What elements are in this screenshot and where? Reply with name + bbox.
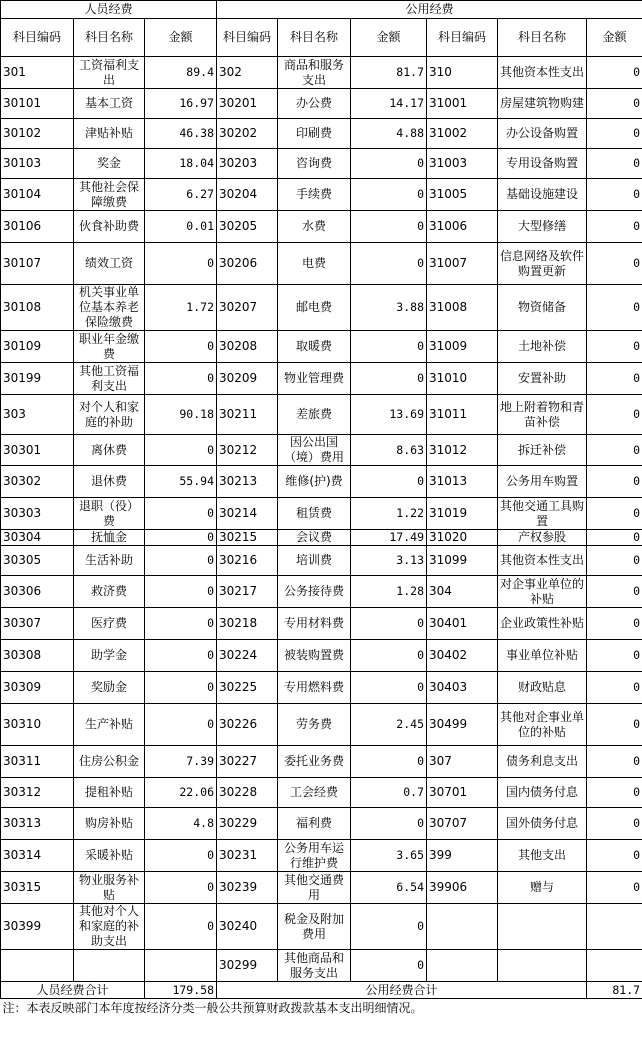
capital-amount-cell: 0 xyxy=(587,243,642,285)
capital-name-cell: 物资储备 xyxy=(498,285,587,331)
public-name-cell: 会议费 xyxy=(278,530,351,546)
public-amount-cell: 0 xyxy=(351,466,427,498)
capital-name-cell: 国内债务付息 xyxy=(498,778,587,808)
personnel-code-cell: 30108 xyxy=(1,285,74,331)
personnel-code-cell: 303 xyxy=(1,395,74,435)
table-row xyxy=(1,640,642,672)
personnel-code-cell: 30104 xyxy=(1,179,74,211)
personnel-amount-cell: 0 xyxy=(145,904,217,950)
public-amount-cell: 0 xyxy=(351,950,427,982)
col-name-header: 科目名称 xyxy=(278,19,351,57)
capital-name-cell: 安置补助 xyxy=(498,363,587,395)
personnel-code-cell: 30307 xyxy=(1,608,74,640)
table-row xyxy=(1,435,642,466)
col-code-header: 科目编码 xyxy=(427,19,498,57)
public-code-cell: 30225 xyxy=(217,672,278,704)
public-amount-cell: 17.49 xyxy=(351,530,427,546)
footnote: 注：本表反映部门本年度按经济分类一般公共预算财政拨款基本支出明细情况。 xyxy=(2,1001,423,1015)
table-row xyxy=(1,466,642,498)
table-row xyxy=(1,530,642,546)
capital-name-cell: 国外债务付息 xyxy=(498,808,587,840)
public-amount-cell: 0.7 xyxy=(351,778,427,808)
capital-code-cell: 31009 xyxy=(427,331,498,363)
capital-amount-cell: 0 xyxy=(587,640,642,672)
capital-code-cell: 31012 xyxy=(427,435,498,466)
table-row xyxy=(1,119,642,149)
personnel-name-cell: 离休费 xyxy=(74,435,145,466)
personnel-name-cell: 助学金 xyxy=(74,640,145,672)
capital-name-cell: 信息网络及软件购置更新 xyxy=(498,243,587,285)
public-total-value: 81.7 xyxy=(587,982,642,999)
public-amount-cell: 0 xyxy=(351,363,427,395)
personnel-name-cell: 绩效工资 xyxy=(74,243,145,285)
personnel-amount-cell: 0 xyxy=(145,576,217,608)
capital-amount-cell: 0 xyxy=(587,331,642,363)
public-code-cell: 30239 xyxy=(217,872,278,904)
public-code-cell: 30231 xyxy=(217,840,278,872)
public-name-cell: 委托业务费 xyxy=(278,746,351,778)
public-amount-cell: 0 xyxy=(351,608,427,640)
table-row xyxy=(1,704,642,746)
table-row xyxy=(1,778,642,808)
public-code-cell: 30216 xyxy=(217,546,278,576)
capital-amount-cell: 0 xyxy=(587,530,642,546)
personnel-name-cell xyxy=(74,950,145,982)
col-name-header: 科目名称 xyxy=(498,19,587,57)
capital-amount-cell: 0 xyxy=(587,211,642,243)
personnel-amount-cell: 55.94 xyxy=(145,466,217,498)
personnel-name-cell: 救济费 xyxy=(74,576,145,608)
capital-amount-cell: 0 xyxy=(587,704,642,746)
personnel-name-cell: 住房公积金 xyxy=(74,746,145,778)
public-code-cell: 30201 xyxy=(217,89,278,119)
personnel-code-cell: 30399 xyxy=(1,904,74,950)
capital-amount-cell: 0 xyxy=(587,395,642,435)
capital-amount-cell: 0 xyxy=(587,608,642,640)
personnel-code-cell: 30308 xyxy=(1,640,74,672)
public-amount-cell: 14.17 xyxy=(351,89,427,119)
public-code-cell: 30211 xyxy=(217,395,278,435)
table-row xyxy=(1,872,642,904)
public-code-cell: 302 xyxy=(217,57,278,89)
public-name-cell: 培训费 xyxy=(278,546,351,576)
public-code-cell: 30240 xyxy=(217,904,278,950)
personnel-name-cell: 其他社会保障缴费 xyxy=(74,179,145,211)
capital-name-cell: 公务用车购置 xyxy=(498,466,587,498)
capital-amount-cell: 0 xyxy=(587,466,642,498)
personnel-code-cell: 30312 xyxy=(1,778,74,808)
capital-code-cell: 30401 xyxy=(427,608,498,640)
capital-code-cell: 31010 xyxy=(427,363,498,395)
public-code-cell: 30209 xyxy=(217,363,278,395)
personnel-code-cell: 30302 xyxy=(1,466,74,498)
table-row xyxy=(1,211,642,243)
capital-code-cell: 31005 xyxy=(427,179,498,211)
personnel-name-cell: 提租补贴 xyxy=(74,778,145,808)
public-name-cell: 其他交通费用 xyxy=(278,872,351,904)
personnel-amount-cell: 0 xyxy=(145,546,217,576)
personnel-amount-cell: 0 xyxy=(145,331,217,363)
personnel-name-cell: 物业服务补贴 xyxy=(74,872,145,904)
personnel-name-cell: 采暖补贴 xyxy=(74,840,145,872)
public-name-cell: 公务用车运行维护费 xyxy=(278,840,351,872)
col-code-header: 科目编码 xyxy=(217,19,278,57)
table-row xyxy=(1,904,642,950)
capital-name-cell: 专用设备购置 xyxy=(498,149,587,179)
personnel-total-label: 人员经费合计 xyxy=(1,982,145,999)
public-amount-cell: 3.88 xyxy=(351,285,427,331)
personnel-amount-cell: 0 xyxy=(145,672,217,704)
personnel-name-cell: 奖金 xyxy=(74,149,145,179)
public-code-cell: 30215 xyxy=(217,530,278,546)
capital-amount-cell: 0 xyxy=(587,872,642,904)
capital-name-cell: 企业政策性补贴 xyxy=(498,608,587,640)
capital-amount-cell: 0 xyxy=(587,179,642,211)
personnel-code-cell: 30309 xyxy=(1,672,74,704)
capital-code-cell xyxy=(427,950,498,982)
capital-code-cell: 31006 xyxy=(427,211,498,243)
public-name-cell: 专用材料费 xyxy=(278,608,351,640)
capital-code-cell: 31099 xyxy=(427,546,498,576)
capital-code-cell: 30707 xyxy=(427,808,498,840)
public-code-cell: 30226 xyxy=(217,704,278,746)
personnel-amount-cell xyxy=(145,950,217,982)
capital-amount-cell: 0 xyxy=(587,435,642,466)
public-code-cell: 30204 xyxy=(217,179,278,211)
capital-amount-cell: 0 xyxy=(587,546,642,576)
public-total-label: 公用经费合计 xyxy=(217,982,587,999)
capital-name-cell: 大型修缮 xyxy=(498,211,587,243)
table-row xyxy=(1,285,642,331)
public-amount-cell: 4.88 xyxy=(351,119,427,149)
capital-code-cell: 31019 xyxy=(427,498,498,530)
public-code-cell: 30212 xyxy=(217,435,278,466)
public-name-cell: 物业管理费 xyxy=(278,363,351,395)
public-amount-cell: 0 xyxy=(351,808,427,840)
public-name-cell: 其他商品和服务支出 xyxy=(278,950,351,982)
table-row xyxy=(1,840,642,872)
public-name-cell: 咨询费 xyxy=(278,149,351,179)
public-code-cell: 30228 xyxy=(217,778,278,808)
capital-code-cell: 307 xyxy=(427,746,498,778)
personnel-total-value: 179.58 xyxy=(145,982,217,999)
personnel-name-cell: 机关事业单位基本养老保险缴费 xyxy=(74,285,145,331)
capital-amount-cell: 0 xyxy=(587,285,642,331)
public-name-cell: 被装购置费 xyxy=(278,640,351,672)
public-code-cell: 30202 xyxy=(217,119,278,149)
table-row xyxy=(1,149,642,179)
public-code-cell: 30208 xyxy=(217,331,278,363)
personnel-code-cell: 30313 xyxy=(1,808,74,840)
capital-code-cell: 31008 xyxy=(427,285,498,331)
public-amount-cell: 0 xyxy=(351,672,427,704)
capital-name-cell: 债务利息支出 xyxy=(498,746,587,778)
personnel-amount-cell: 0 xyxy=(145,704,217,746)
personnel-amount-cell: 18.04 xyxy=(145,149,217,179)
capital-code-cell: 30402 xyxy=(427,640,498,672)
public-code-cell: 30224 xyxy=(217,640,278,672)
personnel-code-cell: 30107 xyxy=(1,243,74,285)
table-row xyxy=(1,808,642,840)
public-name-cell: 商品和服务支出 xyxy=(278,57,351,89)
capital-name-cell xyxy=(498,904,587,950)
col-name-header: 科目名称 xyxy=(74,19,145,57)
table-row xyxy=(1,498,642,530)
personnel-section-header: 人员经费 xyxy=(1,1,217,19)
public-name-cell: 税金及附加费用 xyxy=(278,904,351,950)
capital-code-cell: 310 xyxy=(427,57,498,89)
col-amount-header: 金额 xyxy=(351,19,427,57)
public-name-cell: 专用燃料费 xyxy=(278,672,351,704)
public-name-cell: 印刷费 xyxy=(278,119,351,149)
public-name-cell: 取暖费 xyxy=(278,331,351,363)
public-name-cell: 办公费 xyxy=(278,89,351,119)
capital-name-cell: 产权参股 xyxy=(498,530,587,546)
capital-amount-cell: 0 xyxy=(587,672,642,704)
personnel-amount-cell: 0 xyxy=(145,840,217,872)
public-amount-cell: 0 xyxy=(351,211,427,243)
personnel-amount-cell: 90.18 xyxy=(145,395,217,435)
table-row xyxy=(1,576,642,608)
personnel-amount-cell: 0 xyxy=(145,872,217,904)
public-name-cell: 租赁费 xyxy=(278,498,351,530)
capital-amount-cell: 0 xyxy=(587,840,642,872)
public-amount-cell: 1.28 xyxy=(351,576,427,608)
personnel-name-cell: 基本工资 xyxy=(74,89,145,119)
personnel-code-cell: 30310 xyxy=(1,704,74,746)
public-name-cell: 公务接待费 xyxy=(278,576,351,608)
capital-code-cell: 30499 xyxy=(427,704,498,746)
col-amount-header: 金额 xyxy=(587,19,642,57)
capital-code-cell: 30701 xyxy=(427,778,498,808)
personnel-code-cell: 30314 xyxy=(1,840,74,872)
personnel-code-cell: 30301 xyxy=(1,435,74,466)
capital-code-cell xyxy=(427,904,498,950)
personnel-name-cell: 工资福利支出 xyxy=(74,57,145,89)
personnel-name-cell: 奖励金 xyxy=(74,672,145,704)
table-row xyxy=(1,363,642,395)
public-name-cell: 差旅费 xyxy=(278,395,351,435)
capital-code-cell: 31007 xyxy=(427,243,498,285)
public-amount-cell: 0 xyxy=(351,149,427,179)
capital-amount-cell: 0 xyxy=(587,119,642,149)
table-row xyxy=(1,546,642,576)
public-code-cell: 30227 xyxy=(217,746,278,778)
capital-name-cell: 地上附着物和青苗补偿 xyxy=(498,395,587,435)
capital-name-cell: 其他资本性支出 xyxy=(498,546,587,576)
personnel-name-cell: 退职（役）费 xyxy=(74,498,145,530)
table-row xyxy=(1,395,642,435)
personnel-amount-cell: 6.27 xyxy=(145,179,217,211)
table-row xyxy=(1,950,642,982)
public-code-cell: 30213 xyxy=(217,466,278,498)
capital-amount-cell: 0 xyxy=(587,498,642,530)
public-amount-cell: 13.69 xyxy=(351,395,427,435)
personnel-code-cell: 30315 xyxy=(1,872,74,904)
public-amount-cell: 0 xyxy=(351,243,427,285)
personnel-code-cell xyxy=(1,950,74,982)
capital-name-cell: 赠与 xyxy=(498,872,587,904)
public-amount-cell: 0 xyxy=(351,746,427,778)
public-code-cell: 30218 xyxy=(217,608,278,640)
public-amount-cell: 2.45 xyxy=(351,704,427,746)
capital-amount-cell: 0 xyxy=(587,808,642,840)
capital-code-cell: 30403 xyxy=(427,672,498,704)
personnel-name-cell: 其他对个人和家庭的补助支出 xyxy=(74,904,145,950)
public-code-cell: 30229 xyxy=(217,808,278,840)
capital-amount-cell: 0 xyxy=(587,89,642,119)
capital-name-cell: 办公设备购置 xyxy=(498,119,587,149)
capital-code-cell: 31011 xyxy=(427,395,498,435)
capital-code-cell: 304 xyxy=(427,576,498,608)
capital-amount-cell xyxy=(587,950,642,982)
table-row xyxy=(1,243,642,285)
personnel-name-cell: 生产补贴 xyxy=(74,704,145,746)
public-section-header: 公用经费 xyxy=(217,1,642,19)
public-name-cell: 工会经费 xyxy=(278,778,351,808)
public-code-cell: 30299 xyxy=(217,950,278,982)
personnel-amount-cell: 0 xyxy=(145,363,217,395)
public-code-cell: 30217 xyxy=(217,576,278,608)
personnel-name-cell: 津贴补贴 xyxy=(74,119,145,149)
personnel-name-cell: 职业年金缴费 xyxy=(74,331,145,363)
capital-name-cell xyxy=(498,950,587,982)
capital-amount-cell: 0 xyxy=(587,57,642,89)
personnel-amount-cell: 0 xyxy=(145,608,217,640)
capital-code-cell: 399 xyxy=(427,840,498,872)
personnel-code-cell: 30101 xyxy=(1,89,74,119)
personnel-name-cell: 生活补助 xyxy=(74,546,145,576)
public-code-cell: 30205 xyxy=(217,211,278,243)
personnel-amount-cell: 89.4 xyxy=(145,57,217,89)
public-amount-cell: 3.13 xyxy=(351,546,427,576)
personnel-amount-cell: 0 xyxy=(145,243,217,285)
public-name-cell: 劳务费 xyxy=(278,704,351,746)
capital-code-cell: 31020 xyxy=(427,530,498,546)
capital-name-cell: 其他对企事业单位的补贴 xyxy=(498,704,587,746)
capital-name-cell: 对企事业单位的补贴 xyxy=(498,576,587,608)
personnel-code-cell: 30109 xyxy=(1,331,74,363)
capital-amount-cell: 0 xyxy=(587,746,642,778)
capital-name-cell: 土地补偿 xyxy=(498,331,587,363)
capital-code-cell: 31002 xyxy=(427,119,498,149)
personnel-amount-cell: 7.39 xyxy=(145,746,217,778)
personnel-code-cell: 30303 xyxy=(1,498,74,530)
capital-name-cell: 其他交通工具购置 xyxy=(498,498,587,530)
table-row xyxy=(1,179,642,211)
table-row xyxy=(1,746,642,778)
capital-name-cell: 基础设施建设 xyxy=(498,179,587,211)
capital-name-cell: 其他资本性支出 xyxy=(498,57,587,89)
capital-amount-cell: 0 xyxy=(587,363,642,395)
personnel-amount-cell: 0 xyxy=(145,640,217,672)
personnel-amount-cell: 0 xyxy=(145,435,217,466)
capital-code-cell: 31001 xyxy=(427,89,498,119)
public-amount-cell: 8.63 xyxy=(351,435,427,466)
personnel-code-cell: 30103 xyxy=(1,149,74,179)
public-code-cell: 30214 xyxy=(217,498,278,530)
personnel-code-cell: 301 xyxy=(1,57,74,89)
personnel-name-cell: 对个人和家庭的补助 xyxy=(74,395,145,435)
personnel-name-cell: 其他工资福利支出 xyxy=(74,363,145,395)
public-code-cell: 30207 xyxy=(217,285,278,331)
public-amount-cell: 81.7 xyxy=(351,57,427,89)
public-code-cell: 30203 xyxy=(217,149,278,179)
personnel-code-cell: 30304 xyxy=(1,530,74,546)
public-amount-cell: 3.65 xyxy=(351,840,427,872)
personnel-code-cell: 30311 xyxy=(1,746,74,778)
public-amount-cell: 0 xyxy=(351,331,427,363)
public-amount-cell: 6.54 xyxy=(351,872,427,904)
public-name-cell: 福利费 xyxy=(278,808,351,840)
table-row xyxy=(1,331,642,363)
table-row xyxy=(1,608,642,640)
public-name-cell: 邮电费 xyxy=(278,285,351,331)
public-amount-cell: 0 xyxy=(351,640,427,672)
personnel-name-cell: 退休费 xyxy=(74,466,145,498)
capital-amount-cell xyxy=(587,904,642,950)
capital-name-cell: 其他支出 xyxy=(498,840,587,872)
personnel-amount-cell: 0 xyxy=(145,530,217,546)
capital-name-cell: 财政贴息 xyxy=(498,672,587,704)
capital-name-cell: 事业单位补贴 xyxy=(498,640,587,672)
capital-code-cell: 31003 xyxy=(427,149,498,179)
personnel-code-cell: 30199 xyxy=(1,363,74,395)
personnel-amount-cell: 16.97 xyxy=(145,89,217,119)
public-amount-cell: 0 xyxy=(351,179,427,211)
personnel-code-cell: 30106 xyxy=(1,211,74,243)
personnel-name-cell: 伙食补助费 xyxy=(74,211,145,243)
public-name-cell: 电费 xyxy=(278,243,351,285)
personnel-name-cell: 抚恤金 xyxy=(74,530,145,546)
public-amount-cell: 0 xyxy=(351,904,427,950)
public-name-cell: 因公出国（境）费用 xyxy=(278,435,351,466)
capital-amount-cell: 0 xyxy=(587,778,642,808)
public-name-cell: 维修(护)费 xyxy=(278,466,351,498)
table-row xyxy=(1,672,642,704)
public-code-cell: 30206 xyxy=(217,243,278,285)
table-row xyxy=(1,57,642,89)
capital-amount-cell: 0 xyxy=(587,576,642,608)
personnel-code-cell: 30102 xyxy=(1,119,74,149)
capital-name-cell: 房屋建筑物购建 xyxy=(498,89,587,119)
capital-amount-cell: 0 xyxy=(587,149,642,179)
capital-name-cell: 拆迁补偿 xyxy=(498,435,587,466)
public-name-cell: 手续费 xyxy=(278,179,351,211)
personnel-amount-cell: 4.8 xyxy=(145,808,217,840)
public-name-cell: 水费 xyxy=(278,211,351,243)
col-code-header: 科目编码 xyxy=(1,19,74,57)
personnel-amount-cell: 1.72 xyxy=(145,285,217,331)
personnel-amount-cell: 46.38 xyxy=(145,119,217,149)
table-row xyxy=(1,89,642,119)
personnel-amount-cell: 22.06 xyxy=(145,778,217,808)
personnel-code-cell: 30305 xyxy=(1,546,74,576)
public-amount-cell: 1.22 xyxy=(351,498,427,530)
personnel-code-cell: 30306 xyxy=(1,576,74,608)
capital-code-cell: 31013 xyxy=(427,466,498,498)
personnel-name-cell: 医疗费 xyxy=(74,608,145,640)
personnel-name-cell: 购房补贴 xyxy=(74,808,145,840)
personnel-amount-cell: 0 xyxy=(145,498,217,530)
col-amount-header: 金额 xyxy=(145,19,217,57)
personnel-amount-cell: 0.01 xyxy=(145,211,217,243)
capital-code-cell: 39906 xyxy=(427,872,498,904)
